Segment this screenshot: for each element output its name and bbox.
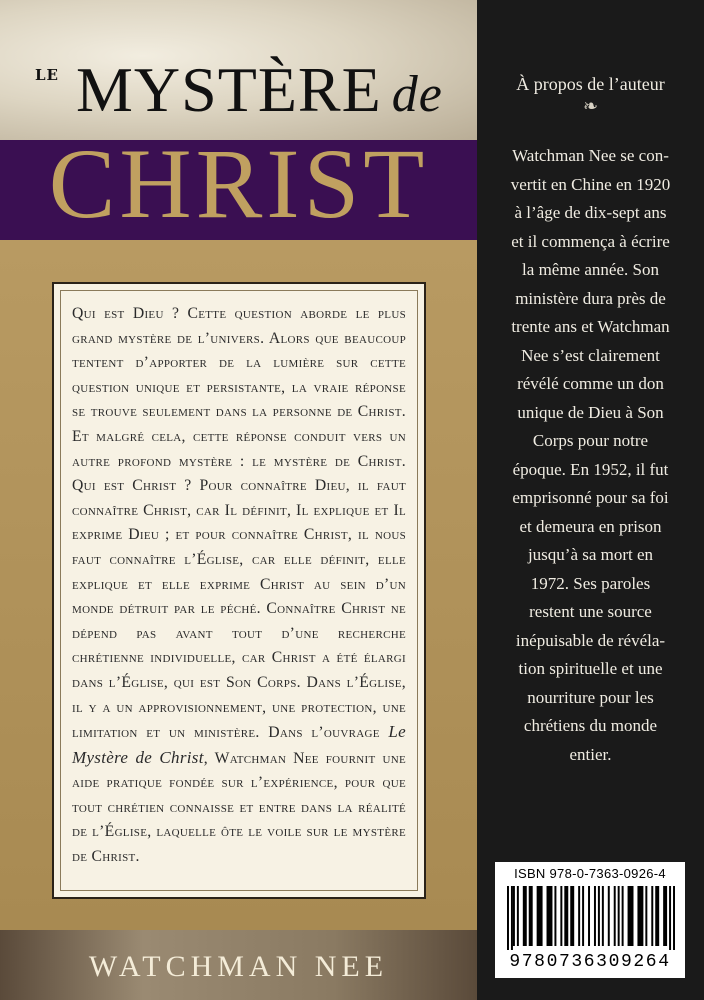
barcode-bar [517, 886, 519, 946]
bio-line: trente ans et Watchman [511, 317, 670, 336]
barcode-bar [560, 886, 562, 946]
barcode-bar [582, 886, 584, 946]
barcode-bar [614, 886, 616, 946]
barcode-bar [608, 886, 610, 946]
bio-line: chrétiens du monde [523, 716, 658, 735]
barcode-bar [628, 886, 634, 946]
barcode-bar [523, 886, 527, 946]
description-part-1: Qui est Dieu ? Cette question aborde le plus grand mystère de l’univers. Alors que beaucoup tentent d’apporter de la lumière sur cette question unique et persistante, la vraie réponse se trouve seulement dans la personne de Christ. Et malgré cela, cette réponse conduit vers un autre profond mystère : le mystère de Christ. Qui est Christ ? Pour connaître Dieu, il faut connaître Christ, car Il définit, Il explique et Il exprime Dieu ; et pour connaître Christ, il nous faut connaître l’Église, car elle définit, elle explique et elle exprime Christ au sein d’un monde détruit par le péché. Connaître Christ ne dépend pas avant tout d’une recherche chrétienne individuelle, car Christ a été élargi dans l’Église, qui est Son Corps. Dans l’Église, il y a un approvisionnement, une protection, une limitation et un ministère. Dans l’ouvrage [72, 305, 406, 742]
author-bio [477, 142, 704, 769]
bio-line: et il commença à écrire [511, 231, 670, 251]
description-text [72, 302, 406, 870]
bio-line: inépuisable de révéla- [515, 630, 666, 650]
title-christ: CHRIST [48, 128, 429, 239]
bio-line: la même année. Son [522, 260, 659, 279]
barcode-bar [651, 886, 653, 946]
barcode-bar [669, 886, 671, 950]
barcode-digits: 9780736309264 [509, 952, 671, 972]
bio-line: vertit en Chine en 1920 [510, 174, 671, 194]
barcode-bar [554, 886, 556, 946]
barcode-bar [594, 886, 596, 946]
description-book-title: Le Mystère de Christ [72, 722, 406, 767]
barcode-bar [618, 886, 620, 946]
barcode-bar [578, 886, 580, 946]
barcode-bar [588, 886, 590, 946]
barcode-bar [537, 886, 543, 946]
barcode-bar [529, 886, 533, 946]
barcode-bar [507, 886, 509, 950]
barcode-bar [602, 886, 604, 946]
bio-line: révélé comme un don [517, 374, 664, 393]
barcode-bar [673, 886, 675, 950]
description-box [52, 282, 426, 899]
barcode-bar [547, 886, 553, 946]
bio-line: 1972. Ses paroles [530, 573, 651, 593]
title-mystere: MYSTÈRE [76, 54, 382, 125]
barcode-bar [570, 886, 574, 946]
barcode-bars [507, 886, 675, 950]
barcode-bar [511, 886, 513, 950]
bio-line: restent une source [529, 602, 652, 621]
title-article: LE [35, 66, 59, 84]
bio-line: Corps pour notre [532, 431, 649, 450]
bio-line: et demeura en prison [519, 516, 662, 536]
bio-line: ministère dura près de [515, 288, 666, 308]
description-part-2: , Watchman Nee fournit une aide pratique fondée sur l’expérience, pour que tout chrétien connaisse et entre dans la réalité de l’Église, laquelle ôte le voile sur le mystère de Christ. [72, 749, 406, 866]
barcode-bar [598, 886, 600, 946]
barcode-bar [645, 886, 647, 946]
title-de: de [391, 66, 443, 123]
barcode-bar [655, 886, 659, 946]
barcode-bar [637, 886, 643, 946]
bio-line: Watchman Nee se con- [512, 146, 669, 165]
barcode-bar [663, 886, 667, 946]
bio-line: Nee s’est clairement [521, 345, 660, 365]
isbn-label: ISBN 978-0-7363-0926-4 [514, 866, 666, 881]
barcode-bar [622, 886, 624, 946]
barcode-box [495, 862, 685, 978]
bio-line: jusqu’à sa mort en [527, 545, 654, 564]
bio-line: à l’âge de dix-sept ans [514, 203, 667, 222]
barcode-bar [513, 886, 515, 946]
author-name: WATCHMAN NEE [88, 950, 389, 983]
title-main-line [76, 54, 443, 125]
fleuron-icon: ❧ [582, 96, 599, 117]
bio-line: unique de Dieu à Son [517, 402, 664, 422]
bio-line: nourriture pour les [527, 687, 654, 707]
bio-line: emprisonné pour sa foi [512, 488, 669, 507]
bio-line: tion spirituelle et une [518, 659, 663, 678]
barcode-bar [564, 886, 568, 946]
bio-line: époque. En 1952, il fut [512, 459, 669, 479]
bio-line: entier. [569, 744, 612, 764]
about-heading: À propos de l’auteur [516, 74, 665, 94]
